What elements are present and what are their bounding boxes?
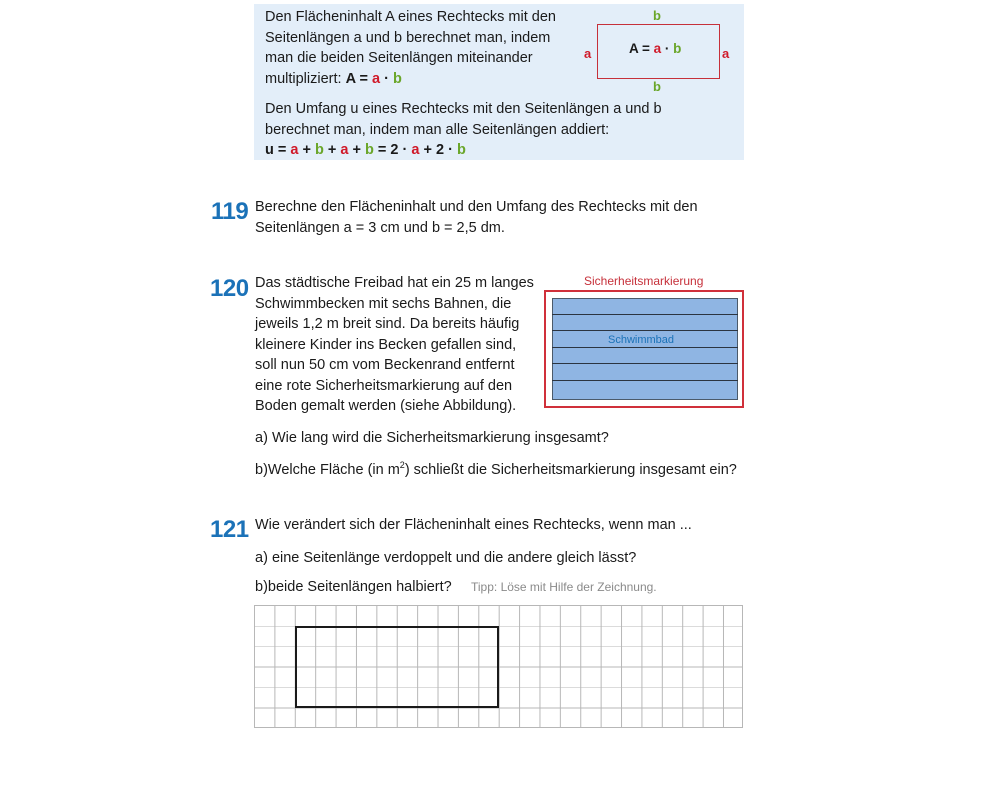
question-prefix: b)	[255, 579, 268, 595]
diagram-formula-a: a	[653, 41, 662, 56]
area-rule-line: man die beiden Seitenlängen miteinander	[265, 50, 533, 66]
pf-a: a	[290, 142, 299, 158]
task-120-line: kleinere Kinder ins Becken gefallen sind,	[255, 336, 517, 353]
perimeter-formula	[265, 140, 740, 161]
pf-two: 2	[435, 142, 445, 158]
perimeter-rule-text	[265, 99, 740, 161]
area-rule-line: Seitenlängen a und b berechnet man, indem	[265, 29, 551, 46]
task-number-121: 121	[210, 516, 249, 543]
safety-marking-label: Sicherheitsmarkierung	[584, 274, 704, 288]
task-120-question-b	[255, 460, 737, 481]
task-120-question-a	[255, 428, 609, 449]
pool-label: Schwimmbad	[608, 334, 675, 346]
pool-lane-line	[552, 330, 738, 331]
task-120-line: Das städtische Freibad hat ein 25 m langes	[255, 275, 534, 291]
pf-dot: ·	[398, 142, 412, 158]
formula-b: b	[393, 70, 402, 87]
task-120-line: eine rote Sicherheitsmarkierung auf den	[255, 377, 513, 394]
task-119-text	[255, 197, 735, 238]
pf-plus: +	[298, 142, 315, 158]
diagram-formula	[629, 39, 681, 60]
pf-b: b	[456, 142, 466, 158]
area-rule-line: Den Flächeninhalt A eines Rechtecks mit den	[265, 9, 556, 25]
diagram-label-bottom-b: b	[653, 79, 661, 94]
question-text: ) schließt die Sicherheitsmarkierung insgesamt ein?	[404, 462, 737, 478]
question-prefix: b)	[255, 462, 268, 478]
formula-equals: =	[355, 70, 373, 87]
pf-two: 2	[390, 142, 399, 158]
pf-a: a	[340, 142, 349, 158]
pf-plus: +	[323, 142, 341, 158]
pf-eq: =	[373, 142, 391, 158]
area-formula-line	[265, 69, 585, 90]
superscript-2: 2	[399, 460, 405, 471]
formula-A: A	[345, 70, 356, 87]
pool-lane-line	[552, 363, 738, 364]
task-120-text	[255, 273, 540, 417]
diagram-label-right-a: a	[722, 46, 730, 61]
perimeter-rule-line: berechnet man, indem man alle Seitenlängen addiert:	[265, 121, 610, 138]
pf-plus: +	[348, 142, 365, 158]
task-number-120: 120	[210, 275, 249, 302]
pool-lane-line	[552, 380, 738, 381]
task-120-line: Boden gemalt werden (siehe Abbildung).	[255, 398, 517, 414]
task-120-line: jeweils 1,2 m breit sind. Da bereits häufig	[255, 316, 520, 332]
task-120-line: Schwimmbecken mit sechs Bahnen, die	[255, 295, 512, 312]
diagram-formula-dot: ·	[661, 41, 674, 56]
pf-b: b	[315, 142, 324, 158]
pf-dot: ·	[444, 142, 457, 158]
pf-eq: =	[273, 142, 291, 158]
task-number-119: 119	[211, 198, 249, 225]
question-text: beide Seitenlängen halbiert?	[267, 579, 452, 595]
area-rule-line: multipliziert:	[265, 70, 346, 87]
diagram-label-left-a: a	[584, 46, 592, 61]
pf-u: u	[265, 142, 274, 158]
question-text: Wie lang wird die Sicherheitsmarkierung insgesamt?	[271, 430, 609, 446]
task-119-line: Berechne den Flächeninhalt und den Umfang des Rechtecks mit den	[255, 199, 698, 215]
diagram-formula-b: b	[673, 41, 682, 56]
question-text: Welche Fläche (in m	[267, 462, 400, 478]
pf-plus: +	[419, 142, 436, 158]
task-119-line: Seitenlängen a = 3 cm und b = 2,5 dm.	[255, 219, 505, 236]
area-rule-text	[265, 7, 585, 89]
diagram-formula-A: A	[629, 41, 639, 56]
diagram-label-top-b: b	[653, 8, 661, 23]
formula-dot: ·	[380, 70, 394, 87]
task-121-question-b	[255, 577, 452, 598]
question-prefix: a)	[255, 430, 268, 446]
perimeter-rule-line: Den Umfang u eines Rechtecks mit den Seitenlängen a und b	[265, 101, 662, 117]
task-120-line: soll nun 50 cm vom Beckenrand entfernt	[255, 357, 515, 373]
pf-a: a	[411, 142, 420, 158]
pool-lane-line	[552, 347, 738, 348]
pf-b: b	[365, 142, 374, 158]
task-121-question-a	[255, 548, 636, 569]
pool-lane-line	[552, 314, 738, 315]
formula-a: a	[372, 70, 381, 87]
question-prefix: a)	[255, 550, 268, 566]
hint-text: Tipp: Löse mit Hilfe der Zeichnung.	[471, 580, 657, 594]
diagram-formula-equals: =	[638, 41, 654, 56]
grid-rectangle	[295, 626, 499, 708]
question-text: eine Seitenlänge verdoppelt und die andere gleich lässt?	[271, 550, 637, 566]
task-121-intro: Wie verändert sich der Flächeninhalt eines Rechtecks, wenn man ...	[255, 517, 692, 533]
